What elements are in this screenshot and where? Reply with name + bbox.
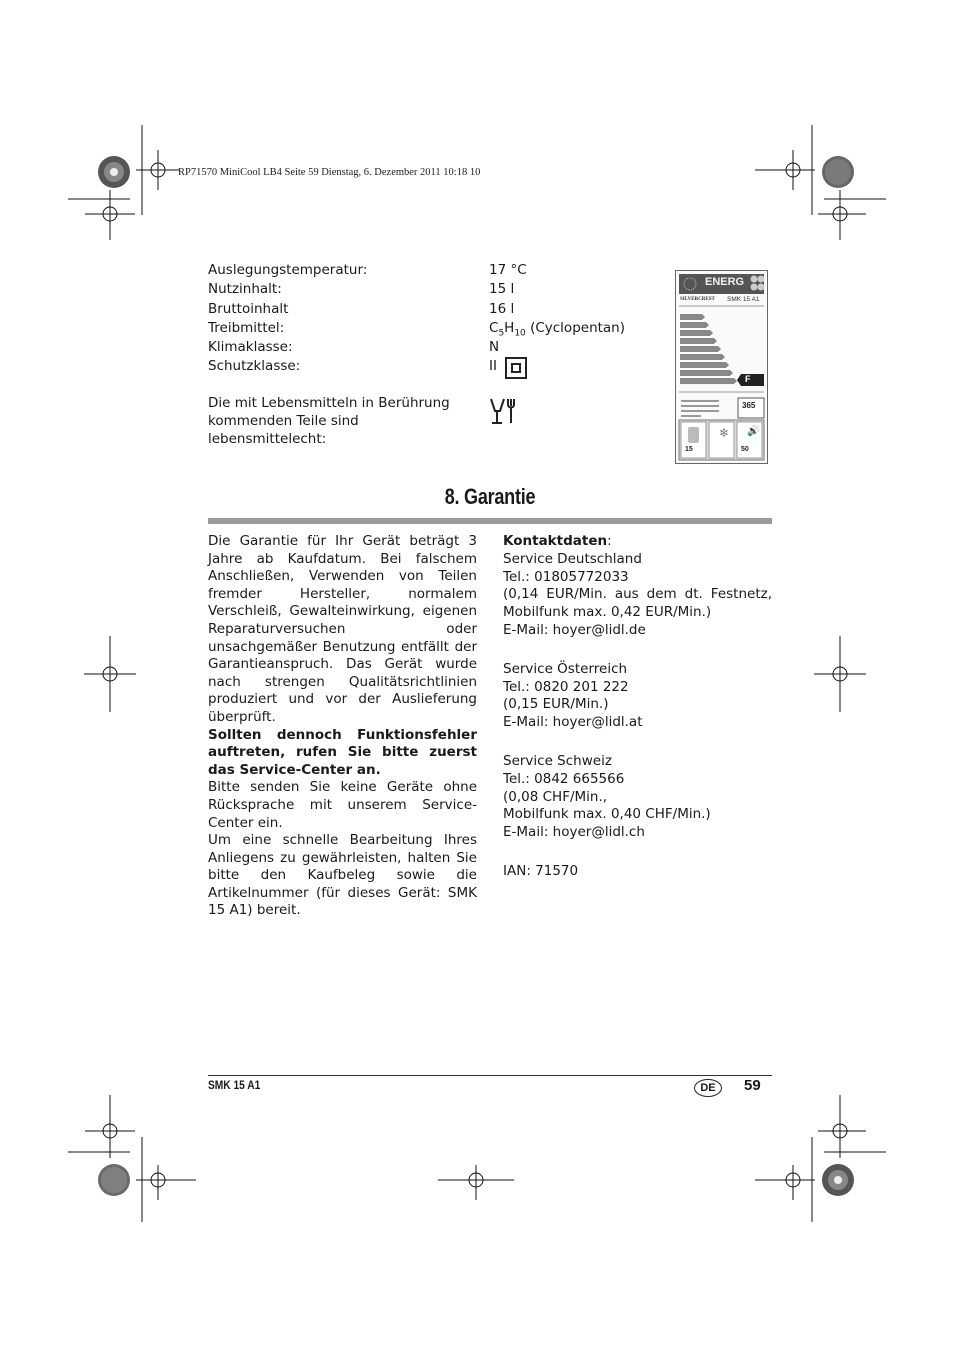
formula-c: C	[489, 320, 499, 336]
service-name: Service Schweiz	[503, 752, 612, 769]
formula-sub: 10	[514, 328, 526, 339]
spec-label: Nutzinhalt:	[208, 281, 282, 297]
formula-h: H	[504, 320, 515, 336]
energy-label	[675, 270, 768, 464]
warranty-paragraph: Um eine schnelle Bearbeitung Ihres Anliegens zu gewährleisten, halten Sie bitte den Kaufbeleg sowie die Artikelnummer (für dieses Gerät: SMK 15 A1) bereit.	[208, 832, 477, 919]
print-slug: RP71570 MiniCool LB4 Seite 59 Dienstag, 6. Dezember 2011 10:18 10	[178, 167, 481, 178]
formula-sub: 5	[498, 328, 505, 339]
energy-label-model: SMK 15 A1	[727, 296, 760, 303]
section-title: 8. Garantie	[444, 484, 536, 509]
energy-label-brand: SILVERCREST	[680, 297, 715, 302]
snowflake-icon: ❄	[719, 426, 730, 440]
country-badge: DE	[694, 1079, 722, 1097]
energy-label-noise: 50	[741, 446, 749, 453]
spec-value: 15 l	[489, 281, 515, 297]
formula-name: (Cyclopentan)	[525, 320, 626, 336]
contact-heading-line	[503, 533, 772, 551]
footer-model: SMK 15 A1	[208, 1078, 261, 1092]
section-divider	[208, 518, 772, 524]
service-rate: Mobilfunk max. 0,40 CHF/Min.)	[503, 806, 711, 823]
ian-number: IAN: 71570	[503, 862, 579, 879]
food-contact-note: Die mit Lebensmitteln in Berührung kommenden Teile sind lebensmittelecht:	[208, 395, 450, 447]
service-email: E-Mail: hoyer@lidl.de	[503, 621, 646, 638]
spec-label: Auslegungstemperatur:	[208, 262, 368, 278]
warranty-paragraph-bold: Sollten dennoch Funktionsfehler auftreten, rufen Sie bitte zuerst das Service-Center an.	[208, 726, 477, 778]
service-name: Service Österreich	[503, 660, 628, 677]
energy-label-header: ENERG	[705, 276, 745, 288]
contact-heading-colon: :	[607, 533, 612, 549]
service-email: E-Mail: hoyer@lidl.at	[503, 714, 643, 731]
spec-value: 16 l	[489, 301, 515, 317]
warranty-paragraph: Bitte senden Sie keine Geräte ohne Rücksprache mit unserem Service-Center ein.	[208, 779, 477, 831]
spec-value: 17 °C	[489, 262, 527, 278]
spec-label: Bruttoinhalt	[208, 301, 289, 317]
service-rate: (0,14 EUR/Min. aus dem dt. Festnetz, Mobilfunk max. 0,42 EUR/Min.)	[503, 586, 772, 621]
spec-value: II	[489, 358, 497, 374]
footer-divider	[208, 1075, 772, 1076]
spec-value: N	[489, 339, 500, 355]
service-phone: Tel.: 01805772033	[503, 568, 629, 585]
service-phone: Tel.: 0820 201 222	[503, 678, 629, 695]
page-number: 59	[744, 1077, 761, 1094]
contact-heading: Kontaktdaten	[503, 533, 608, 549]
double-insulation-icon	[505, 357, 527, 379]
warranty-text	[208, 533, 477, 920]
spec-label: Treibmittel:	[208, 320, 285, 336]
spec-value-formula	[489, 319, 625, 338]
service-phone: Tel.: 0842 665566	[503, 770, 625, 787]
food-safe-icon	[489, 397, 517, 425]
spec-label: Schutzklasse:	[208, 358, 301, 374]
spec-label: Klimaklasse:	[208, 339, 293, 355]
service-rate: (0,15 EUR/Min.)	[503, 696, 609, 713]
service-name: Service Deutschland	[503, 550, 642, 567]
warranty-paragraph: Die Garantie für Ihr Gerät beträgt 3 Jahre ab Kaufdatum. Bei falschem Anschließen, Verwenden von Teilen fremder Hersteller, normalem Verschleiß, Gewalteinwirkung, eigenen Reparaturversuchen oder unsachgemäßer Benutzung entfällt der Garantieanspruch. Das Gerät wurde nach strengen Qualitätsrichtlinien produziert und vor der Auslieferung überprüft.	[208, 533, 477, 725]
energy-label-capacity: 15	[685, 446, 693, 453]
energy-class-badge: F	[745, 374, 751, 384]
contact-details	[503, 533, 772, 881]
speaker-icon: 🔊	[747, 426, 760, 437]
energy-label-days: 365	[742, 401, 756, 410]
service-rate: (0,08 CHF/Min.,	[503, 788, 608, 805]
service-email: E-Mail: hoyer@lidl.ch	[503, 824, 645, 841]
